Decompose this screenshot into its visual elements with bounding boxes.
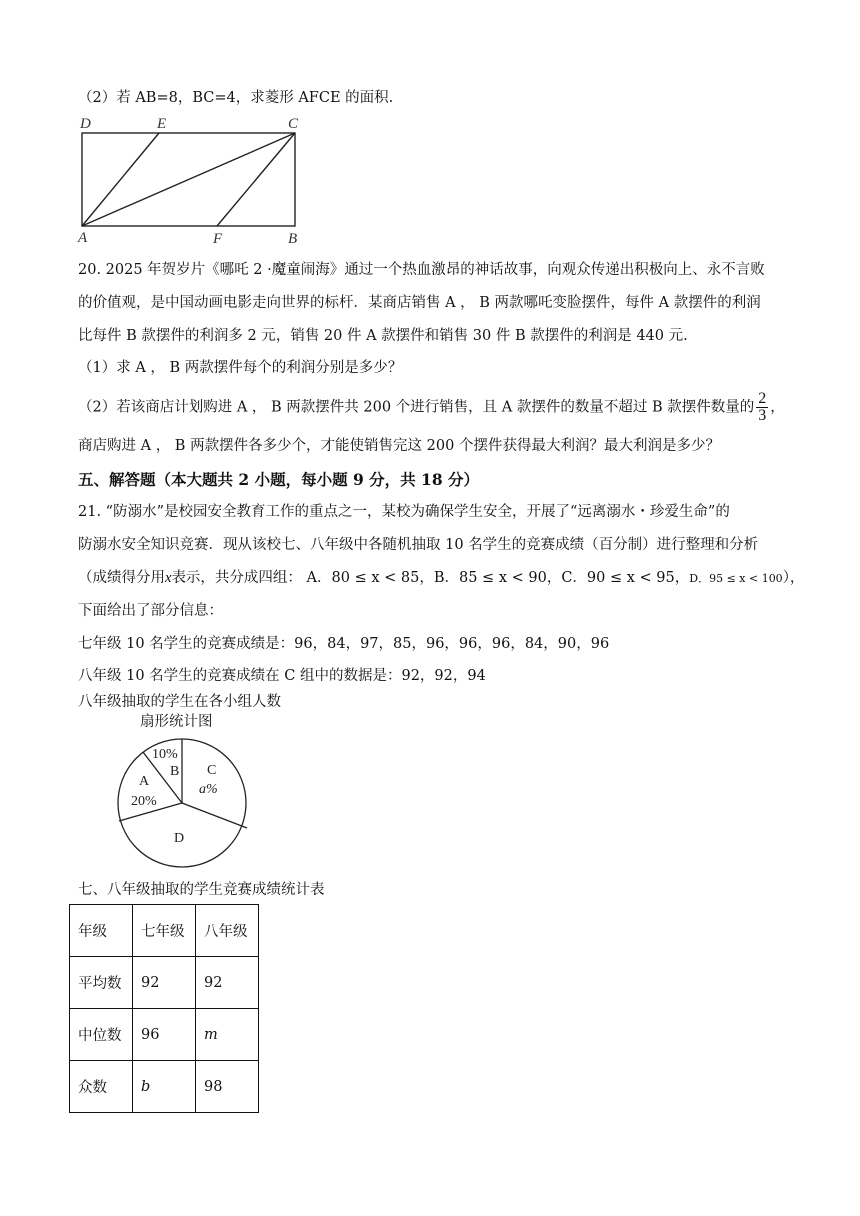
median-grade8: m <box>196 1009 259 1061</box>
q21-line1: 21. “防溺水”是校园安全教育工作的重点之一，某校为确保学生安全，开展了“远离溺水・珍爱生命”的 <box>78 504 730 520</box>
table-row <box>70 957 259 1009</box>
q20-line3: 比每件 B 款摆件的利润多 2 元，销售 20 件 A 款摆件和销售 30 件 B 款摆件的利润是 440 元. <box>78 328 688 344</box>
pie-divider-cd <box>182 803 247 828</box>
rectangle-figure <box>76 112 336 244</box>
q20-part2-text: （2）若该商店计划购进 A ， B 两款摆件共 200 个进行销售，且 A 款摆件的数量不超过 B 款摆件数量的 <box>78 399 755 416</box>
grade7-scores: 七年级 10 名学生的竞赛成绩是：96，84，97，85，96，96，96，84，90，96 <box>78 636 610 652</box>
mode-grade8: 98 <box>196 1061 259 1113</box>
q20-part2-line2: 商店购进 A ， B 两款摆件各多少个，才能使销售完这 200 个摆件获得最大利润？最大利润是多少？ <box>78 438 720 454</box>
q19-part2: （2）若 AB=8，BC=4，求菱形 AFCE 的面积. <box>78 90 394 106</box>
slice-a-label: A <box>139 774 150 789</box>
q21-line2: 防溺水安全知识竞赛．现从该校七、八年级中各随机抽取 10 名学生的竞赛成绩（百分制）进行整理和分析 <box>78 537 759 553</box>
label-e: E <box>157 116 167 132</box>
slice-c-percent: a% <box>199 782 218 797</box>
label-c: C <box>288 116 299 132</box>
table-caption: 七、八年级抽取的学生竞赛成绩统计表 <box>78 882 325 898</box>
median-grade7: 96 <box>133 1009 196 1061</box>
slice-b-percent: 10% <box>152 747 178 762</box>
label-b: B <box>288 231 298 244</box>
segment-ae <box>82 133 159 226</box>
grade8-c-scores: 八年级 10 名学生的竞赛成绩在 C 组中的数据是：92，92，94 <box>78 668 486 684</box>
section-heading: 五、解答题（本大题共 2 小题，每小题 9 分，共 18 分） <box>78 470 480 489</box>
header-grade7: 七年级 <box>133 905 196 957</box>
slice-d-label: D <box>174 831 185 846</box>
pie-chart <box>107 728 257 878</box>
mode-grade7: b <box>133 1061 196 1113</box>
q20-part1: （1）求 A ， B 两款摆件每个的利润分别是多少？ <box>78 360 403 376</box>
q21-line3: （成绩得分用x表示，共分成四组： A．80 ≤ x < 85，B．85 ≤ x < 90，C．90 ≤ x < 95，D．95 ≤ x < 100）， <box>78 570 805 586</box>
label-a: A <box>78 230 88 244</box>
variable-x: x <box>165 570 172 586</box>
row-label-median: 中位数 <box>70 1009 133 1061</box>
chart-title-line2: 扇形统计图 <box>140 714 213 730</box>
segment-ac <box>82 133 295 226</box>
q20-line2: 的价值观，是中国动画电影走向世界的标杆．某商店销售 A ， B 两款哪吒变脸摆件，每件 A 款摆件的利润 <box>78 295 761 311</box>
group-a-range: A．80 ≤ x < 85 <box>306 570 420 586</box>
label-d: D <box>80 116 91 132</box>
segment-fc <box>217 133 295 226</box>
q20-line1: 20. 2025 年贺岁片《哪吒 2 ·魔童闹海》通过一个热血激昂的神话故事，向观众传递出积极向上、永不言败 <box>78 262 765 278</box>
q21-line4: 下面给出了部分信息： <box>78 603 223 619</box>
group-b-range: B．85 ≤ x < 90 <box>433 570 547 586</box>
slice-c-label: C <box>207 763 217 778</box>
header-grade8: 八年级 <box>196 905 259 957</box>
fraction-two-thirds: $\frac{2}{3}$ <box>758 390 767 424</box>
slice-a-percent: 20% <box>131 794 157 809</box>
row-label-mode: 众数 <box>70 1061 133 1113</box>
stats-table <box>69 904 259 1113</box>
table-row <box>70 1009 259 1061</box>
mean-grade7: 92 <box>133 957 196 1009</box>
slice-b-label: B <box>170 764 180 779</box>
table-row <box>70 905 259 957</box>
table-row <box>70 1061 259 1113</box>
header-grade: 年级 <box>70 905 133 957</box>
q20-part2-line1: （2）若该商店计划购进 A ， B 两款摆件共 200 个进行销售，且 A 款摆件的数量不超过 B 款摆件数量的 $\frac{2}{3}$ ， <box>78 390 785 424</box>
group-d-range: D．95 ≤ x < 100 <box>689 572 783 585</box>
row-label-mean: 平均数 <box>70 957 133 1009</box>
label-f: F <box>213 231 223 244</box>
mean-grade8: 92 <box>196 957 259 1009</box>
chart-title-line1: 八年级抽取的学生在各小组人数 <box>78 694 281 710</box>
group-c-range: C．90 ≤ x < 95 <box>561 570 675 586</box>
